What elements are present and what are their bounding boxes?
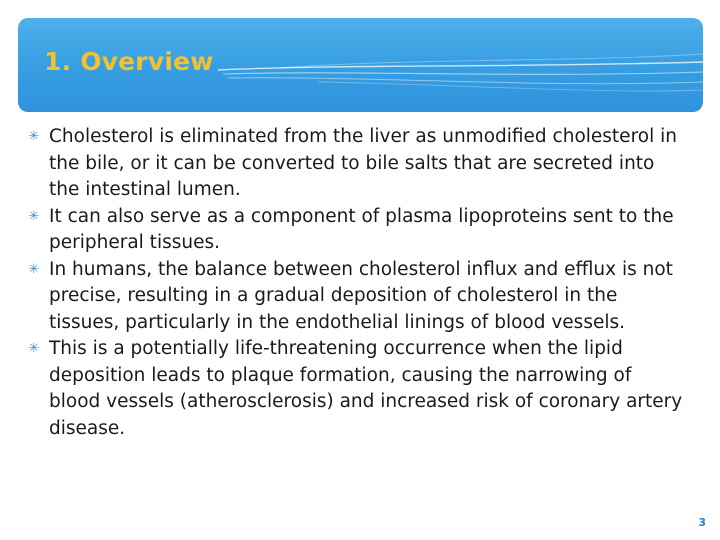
asterisk-bullet-icon: ✳ (28, 129, 40, 144)
bullet-text: It can also serve as a component of plasma lipoproteins sent to the peripheral tissues. (49, 205, 674, 253)
bullet-item (27, 124, 687, 204)
slide-title: 1. Overview (44, 47, 214, 76)
bullet-text: Cholesterol is eliminated from the liver as unmodified cholesterol in the bile, or it can be converted to bile salts that are secreted into the intestinal lumen. (49, 126, 677, 200)
bullet-text: In humans, the balance between cholesterol influx and efflux is not precise, resulting in a gradual deposition of cholesterol in the tissues, particularly in the endothelial linings of blood vessels. (49, 258, 673, 333)
bullet-item (27, 336, 687, 442)
bullet-item (27, 204, 687, 257)
asterisk-bullet-icon: ✳ (28, 341, 40, 356)
asterisk-bullet-icon: ✳ (28, 261, 40, 277)
asterisk-bullet-icon: ✳ (28, 208, 40, 224)
bullet-text: This is a potentially life-threatening occurrence when the lipid deposition leads to plaque formation, causing the narrowing of blood vessels (atherosclerosis) and increased risk of coronary artery disease. (49, 338, 683, 439)
bullet-item (27, 257, 687, 337)
bullet-list (27, 124, 687, 442)
title-banner (18, 18, 703, 112)
page-number: 3 (698, 516, 706, 529)
